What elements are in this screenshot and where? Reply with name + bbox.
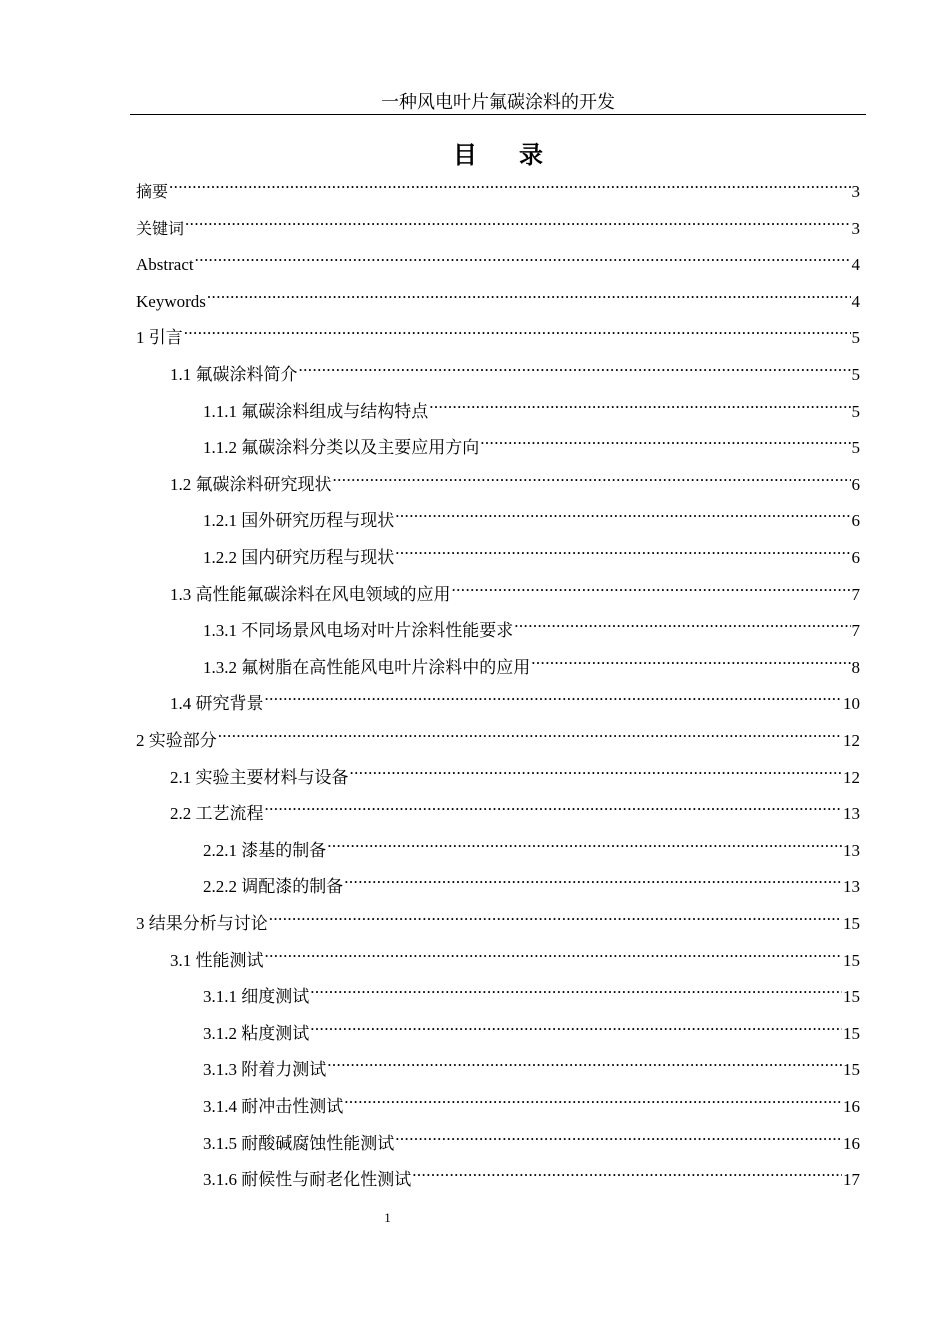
toc-entry-page: 12: [843, 731, 860, 750]
toc-dot-leader: [514, 606, 850, 636]
toc-entry-page: 15: [843, 987, 860, 1007]
toc-entry-page: 8: [851, 657, 860, 677]
toc-entry-page: 15: [843, 950, 860, 970]
toc-entry-title: 3.1.3 附着力测试: [203, 1060, 327, 1080]
toc-dot-leader: [184, 313, 851, 343]
toc-entry[interactable]: [203, 423, 860, 458]
toc-entry-title: 2.2.1 漆基的制备: [203, 840, 327, 860]
toc-entry[interactable]: [203, 606, 860, 641]
toc-entry-title: 3 结果分析与讨论: [136, 914, 268, 933]
toc-entry-page: 5: [851, 328, 860, 348]
toc-entry-title: 1.2.1 国外研究历程与现状: [203, 511, 395, 531]
toc-entry-page: 5: [851, 438, 860, 458]
toc-dot-leader: [269, 899, 842, 929]
toc-entry-page: 4: [851, 255, 860, 275]
toc-entry[interactable]: [203, 387, 860, 421]
toc-dot-leader: [299, 350, 851, 380]
toc-entry-page: 5: [851, 401, 860, 421]
toc-entry-page: 15: [843, 914, 860, 933]
toc-dot-leader: [327, 1045, 842, 1075]
toc-entry-title: 关键词: [136, 218, 185, 238]
toc-entry-title: 1 引言: [136, 328, 183, 348]
toc-entry-title: 2 实验部分: [136, 731, 217, 750]
toc-dot-leader: [265, 936, 843, 966]
toc-dot-leader: [395, 1119, 842, 1149]
toc-entry-title: 2.2 工艺流程: [170, 804, 264, 824]
toc-entry[interactable]: [136, 204, 860, 238]
toc-dot-leader: [350, 753, 843, 783]
toc-entry-page: 10: [843, 694, 860, 714]
toc-dot-leader: [480, 423, 850, 453]
toc-entry-page: 3: [851, 218, 860, 238]
running-header-title: 一种风电叶片氟碳涂料的开发: [381, 92, 615, 112]
toc-entry-title: 1.2 氟碳涂料研究现状: [170, 474, 332, 494]
toc-entry[interactable]: [170, 679, 860, 714]
toc-entry-page: 16: [843, 1133, 860, 1153]
toc-entry-title: Abstract: [136, 255, 194, 275]
toc-entry[interactable]: [203, 1119, 860, 1153]
toc-entry-title: 1.1 氟碳涂料简介: [170, 365, 298, 384]
toc-entry[interactable]: [203, 496, 860, 531]
page-number: 1: [384, 1210, 391, 1225]
toc-entry[interactable]: [203, 643, 860, 677]
toc-entry[interactable]: [203, 533, 860, 567]
toc-dot-leader: [169, 167, 850, 197]
toc-entry-page: 7: [851, 621, 860, 641]
toc-entry[interactable]: [203, 862, 860, 897]
toc-entry-page: 6: [851, 474, 860, 494]
toc-dot-leader: [207, 277, 851, 307]
toc-entry-title: 3.1.2 粘度测试: [203, 1023, 310, 1043]
toc-entry-page: 17: [843, 1170, 860, 1190]
toc-entry-page: 3: [851, 182, 860, 201]
toc-entry-page: 15: [843, 1060, 860, 1080]
toc-entry-title: 3.1.1 细度测试: [203, 987, 310, 1007]
toc-entry-page: 4: [851, 291, 860, 311]
toc-entry[interactable]: [203, 972, 860, 1007]
toc-dot-leader: [429, 387, 850, 417]
toc-entry[interactable]: [203, 1082, 860, 1116]
toc-entry[interactable]: [170, 753, 860, 787]
toc-entry-page: 16: [843, 1097, 860, 1116]
toc-dot-leader: [531, 643, 850, 673]
toc-dot-leader: [395, 496, 850, 526]
toc-entry-title: 1.4 研究背景: [170, 694, 264, 714]
toc-dot-leader: [327, 826, 842, 856]
toc-entry-title: 1.1.1 氟碳涂料组成与结构特点: [203, 401, 429, 421]
toc-dot-leader: [333, 460, 851, 490]
toc-entry-page: 13: [843, 877, 860, 897]
toc-entry[interactable]: [136, 277, 860, 311]
toc-entry[interactable]: [170, 570, 860, 604]
toc-entry[interactable]: [203, 1155, 860, 1190]
toc-entry-page: 12: [843, 767, 860, 787]
toc-dot-leader: [395, 533, 850, 563]
toc-entry[interactable]: [170, 789, 860, 824]
toc-entry-title: 1.3 高性能氟碳涂料在风电领域的应用: [170, 584, 451, 604]
toc-dot-leader: [310, 1009, 842, 1039]
toc-entry[interactable]: [136, 240, 860, 275]
toc-entry-title: 1.2.2 国内研究历程与现状: [203, 548, 395, 567]
toc-entry-page: 15: [843, 1023, 860, 1043]
toc-entry-title: 1.3.1 不同场景风电场对叶片涂料性能要求: [203, 621, 514, 641]
toc-entry[interactable]: [136, 899, 860, 933]
header-rule: [130, 114, 866, 115]
toc-entry[interactable]: [170, 350, 860, 384]
toc-entry[interactable]: [136, 716, 860, 750]
toc-dot-leader: [344, 862, 842, 892]
toc-dot-leader: [452, 570, 851, 600]
toc-entry-page: 6: [851, 548, 860, 567]
toc-entry[interactable]: [203, 826, 860, 860]
toc-entry[interactable]: [203, 1045, 860, 1080]
toc-dot-leader: [195, 240, 851, 270]
toc-entry-page: 5: [851, 365, 860, 384]
toc-entry-title: 2.2.2 调配漆的制备: [203, 877, 344, 897]
toc-dot-leader: [344, 1082, 842, 1112]
toc-entry-title: Keywords: [136, 291, 206, 311]
toc-entry-page: 13: [843, 840, 860, 860]
toc-entry-title: 摘要: [136, 182, 169, 201]
toc-entry[interactable]: [170, 936, 860, 970]
toc-entry-title: 1.1.2 氟碳涂料分类以及主要应用方向: [203, 438, 480, 458]
toc-dot-leader: [265, 679, 843, 709]
toc-entry-page: 13: [843, 804, 860, 824]
toc-dot-leader: [185, 204, 850, 234]
toc-entry-title: 3.1.4 耐冲击性测试: [203, 1097, 344, 1116]
toc-entry[interactable]: [136, 167, 860, 201]
toc-entry-title: 1.3.2 氟树脂在高性能风电叶片涂料中的应用: [203, 657, 531, 677]
toc-entry-title: 3.1.5 耐酸碱腐蚀性能测试: [203, 1133, 395, 1153]
toc-entry-title: 3.1 性能测试: [170, 950, 264, 970]
toc-entry-page: 6: [851, 511, 860, 531]
toc-title: 目录: [453, 141, 585, 169]
toc-dot-leader: [310, 972, 842, 1002]
toc-entry-title: 2.1 实验主要材料与设备: [170, 767, 349, 787]
toc-dot-leader: [265, 789, 843, 819]
toc-dot-leader: [218, 716, 842, 746]
toc-entry-page: 7: [851, 584, 860, 604]
toc-entry[interactable]: [136, 313, 860, 348]
toc-entry-title: 3.1.6 耐候性与耐老化性测试: [203, 1170, 412, 1190]
toc-dot-leader: [412, 1155, 842, 1185]
toc-entry[interactable]: [203, 1009, 860, 1043]
toc-entry[interactable]: [170, 460, 860, 494]
